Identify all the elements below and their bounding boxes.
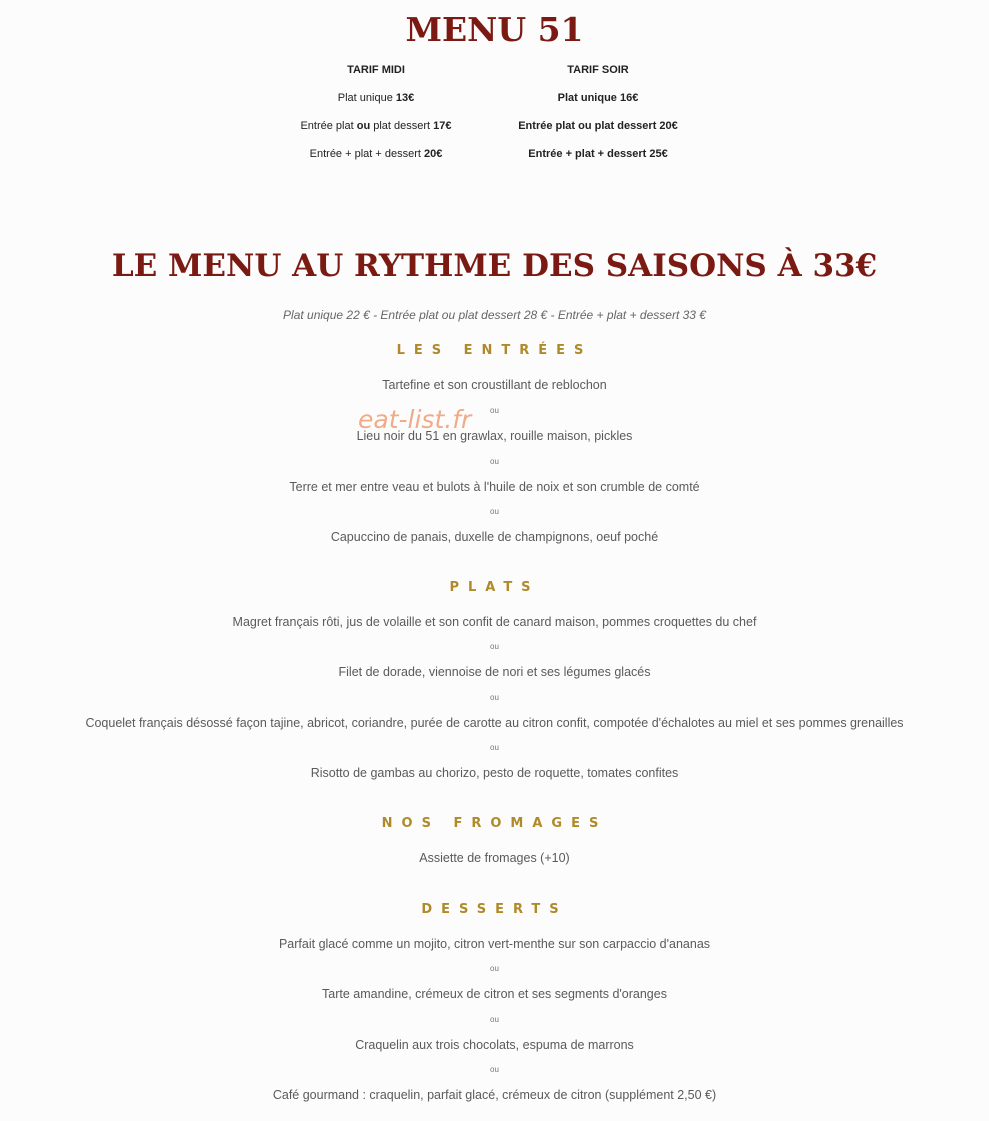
tarif-midi-column (256, 63, 496, 161)
dish-item: Tarte amandine, crémeux de citron et ses segments d'oranges (322, 987, 667, 1001)
dish-item: Tartefine et son croustillant de reblochon (382, 378, 607, 392)
dish-item: Lieu noir du 51 en grawlax, rouille maison, pickles (356, 429, 633, 443)
or-separator: ou (490, 964, 499, 973)
dish-item: Capuccino de panais, duxelle de champignons, oeuf poché (330, 530, 659, 544)
season-menu-prices: Plat unique 22 € - Entrée plat ou plat dessert 28 € - Entrée + plat + dessert 33 € (283, 308, 706, 322)
dish-item: Coquelet français désossé façon tajine, abricot, coriandre, purée de carotte au citron confit, compotée d'échalotes au miel et ses pommes grenailles (85, 716, 904, 730)
menu51-title: MENU 51 (405, 10, 584, 49)
or-separator: ou (490, 693, 499, 702)
tarif-midi-line: Plat unique 13€ (337, 92, 415, 104)
tarif-soir-heading: TARIF SOIR (567, 64, 629, 76)
or-separator: ou (490, 1015, 499, 1024)
season-menu-title: LE MENU AU RYTHME DES SAISONS À 33€ (111, 248, 878, 284)
tarif-midi-line: Entrée plat ou plat dessert 17€ (300, 120, 452, 132)
section-title-fromages: NOS FROMAGES (381, 816, 608, 831)
or-separator: ou (490, 507, 499, 516)
or-separator: ou (490, 1065, 499, 1074)
or-separator: ou (490, 457, 499, 466)
tarif-soir-column (478, 63, 718, 161)
dish-item: Assiette de fromages (+10) (419, 851, 570, 865)
dish-item: Terre et mer entre veau et bulots à l'huile de noix et son crumble de comté (289, 480, 700, 494)
tarif-soir-line: Plat unique 16€ (557, 92, 639, 104)
tarif-midi-heading: TARIF MIDI (347, 64, 405, 76)
section-title-entrees: LES ENTRÉES (396, 343, 593, 358)
or-separator: ou (490, 642, 499, 651)
or-separator: ou (490, 406, 499, 415)
dish-item: Filet de dorade, viennoise de nori et ses légumes glacés (338, 665, 651, 679)
dish-item: Risotto de gambas au chorizo, pesto de roquette, tomates confites (310, 766, 679, 780)
dish-item: Parfait glacé comme un mojito, citron vert-menthe sur son carpaccio d'ananas (278, 937, 711, 951)
tarif-soir-line: Entrée + plat + dessert 25€ (528, 148, 668, 160)
dish-item: Magret français rôti, jus de volaille et son confit de canard maison, pommes croquettes du chef (232, 615, 757, 629)
section-title-plats: PLATS (449, 580, 540, 595)
tarif-midi-line: Entrée + plat + dessert 20€ (309, 148, 443, 160)
dish-item: Craquelin aux trois chocolats, espuma de marrons (355, 1038, 634, 1052)
dish-item: Café gourmand : craquelin, parfait glacé, crémeux de citron (supplément 2,50 €) (272, 1088, 717, 1102)
watermark-logo: eat-list.fr (358, 405, 472, 434)
or-separator: ou (490, 743, 499, 752)
section-title-desserts: DESSERTS (421, 902, 568, 917)
tarif-soir-line: Entrée plat ou plat dessert 20€ (518, 120, 678, 132)
